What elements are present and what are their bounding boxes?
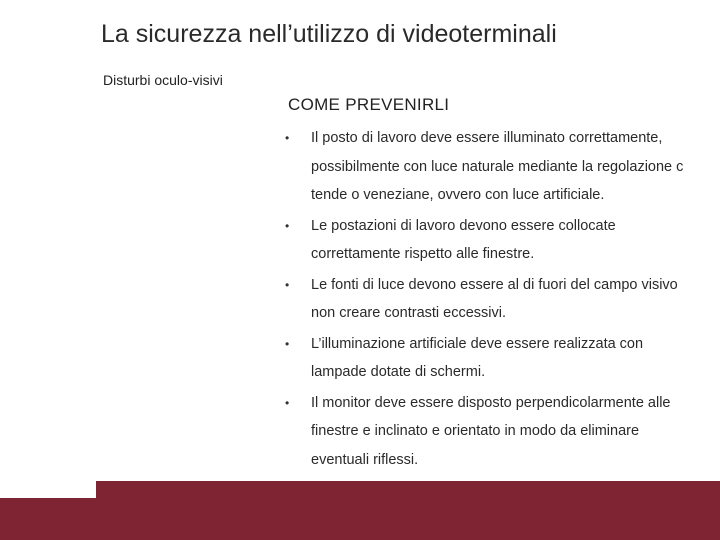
bullet-item	[285, 389, 720, 475]
bullet-line: finestre e inclinato e orientato in modo da eliminare	[311, 423, 640, 439]
footer-notch	[0, 481, 96, 498]
footer-accent-bar	[0, 481, 720, 540]
bullet-line: possibilmente con luce naturale mediante la regolazione c	[311, 158, 684, 175]
bullet-icon: •	[285, 131, 290, 145]
bullet-item	[285, 124, 720, 210]
bullet-item	[285, 330, 720, 387]
bullet-line: eventuali riflessi.	[311, 451, 419, 468]
bullet-item	[285, 212, 720, 269]
bullet-list	[285, 124, 720, 474]
bullet-line: Il posto di lavoro deve essere illuminato correttamente,	[311, 130, 663, 146]
section-heading: COME PREVENIRLI	[288, 95, 450, 114]
slide-title: La sicurezza nell’utilizzo di videoterminali	[101, 20, 557, 48]
bullet-line: lampade dotate di schermi.	[311, 364, 486, 380]
bullet-content	[285, 124, 720, 474]
bullet-item	[285, 271, 720, 328]
bullet-icon: •	[285, 277, 290, 292]
slide-subtitle: Disturbi oculo-visivi	[103, 72, 223, 88]
bullet-line: Il monitor deve essere disposto perpendicolarmente alle	[311, 394, 671, 411]
bullet-line: non creare contrasti eccessivi.	[311, 305, 507, 321]
bullet-line: Le postazioni di lavoro devono essere collocate	[311, 217, 616, 234]
bullet-line: Le fonti di luce devono essere al di fuori del campo visivo	[311, 276, 678, 293]
bullet-icon: •	[285, 336, 290, 351]
bullet-line: L’illuminazione artificiale deve essere realizzata con	[311, 335, 644, 352]
bullet-line: tende o veneziane, ovvero con luce artificiale.	[311, 187, 605, 203]
bullet-icon: •	[285, 395, 290, 410]
bullet-icon: •	[285, 218, 290, 233]
bullet-line: correttamente rispetto alle finestre.	[311, 246, 535, 262]
